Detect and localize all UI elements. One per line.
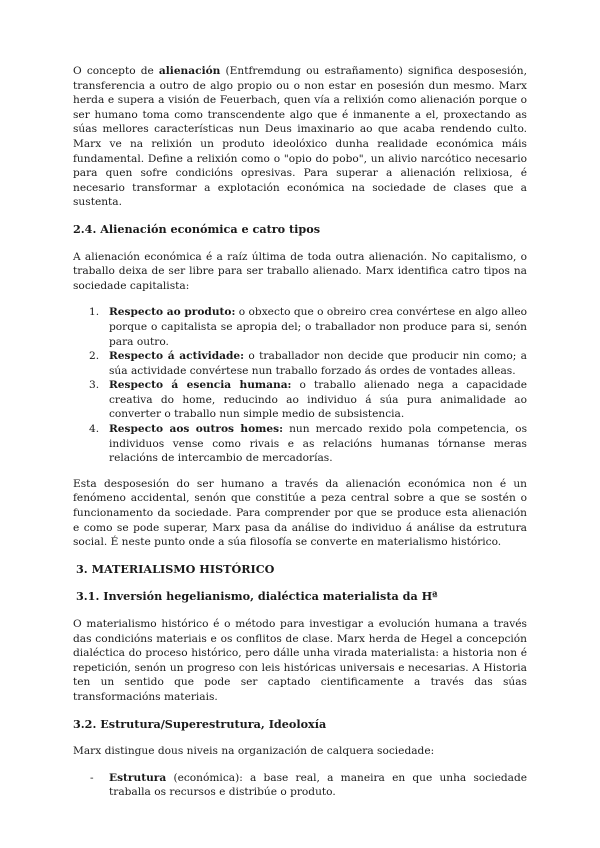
- list-number: 3.: [89, 379, 100, 392]
- list-item-text: nun mercado rexido pola competencia, os individuos vense como rivais e as relacións humanas tórnanse meras relacións de intercambio de mercadorías.: [109, 423, 528, 465]
- list-item-term: Respecto ao produto:: [109, 306, 236, 319]
- list-item-text: o traballador non decide que producir nin como; a súa actividade convértese nun traballo forzado ás ordes de vontades alleas.: [109, 350, 527, 377]
- list-item: [73, 771, 527, 800]
- list-item: [73, 349, 527, 378]
- section-3-1-heading: 3.1. Inversión hegelianismo, dialéctica materialista da Hª: [76, 589, 438, 604]
- list-item-term: Respecto á esencia humana:: [109, 379, 292, 392]
- section-3-1-body: O materialismo histórico é o método para investigar a evolución humana a través das condicións materiais e os conflitos de clase. Marx herda de Hegel a concepción dialéctica do proceso histórico, pero dálle unha virada materialista: a historia non é repetición, senón un progreso con leis históricas universais e necesarias. A Historia ten un sentido que pode ser captado cientificamente a través das súas transformacións materiais.: [73, 618, 527, 703]
- intro-paragraph: [73, 64, 527, 210]
- list-item: [73, 422, 527, 466]
- list-number: 1.: [89, 306, 100, 319]
- alienation-types-list: [73, 305, 527, 466]
- section-3-2-heading: 3.2. Estrutura/Superestrutura, Ideoloxía: [73, 716, 327, 731]
- alienation-term: alienación: [158, 65, 221, 77]
- list-item-term: Estrutura: [109, 771, 167, 784]
- section-3-2-intro: Marx distingue dous niveis na organización de calquera sociedade:: [73, 745, 435, 758]
- section-2-4-intro: A alienación económica é a raíz última de toda outra alienación. No capitalismo, o traballo deixa de ser libre para ser traballo alienado. Marx identifica catro tipos na sociedade capitalista:: [73, 250, 527, 292]
- list-item-text: o traballo alienado nega a capacidade creativa do home, reducindo ao individuo á súa pura animalidade ao converter o traballo nun simple medio de subsistencia.: [109, 379, 528, 421]
- list-number: 2.: [89, 350, 100, 363]
- list-item-term: Respecto á actividade:: [109, 350, 245, 363]
- list-item: [73, 378, 527, 422]
- list-item-text: (económica): a base real, a maneira en que unha sociedade traballa os recursos e distribúe o produto.: [109, 771, 527, 799]
- section-2-4-closing: Esta desposesión do ser humano a través da alienación económica non é un fenómeno accidental, senón que constitúe a peza central sobre a que se sostén o funcionamento da sociedade. Para comprender por que se produce esta alienación e como se pode superar, Marx pasa da análise do individuo á análise da estrutura social. É neste punto onde a súa filosofía se converte en materialismo histórico.: [73, 477, 527, 549]
- section-3-heading: 3. MATERIALISMO HISTÓRICO: [76, 561, 275, 576]
- dash-bullet: -: [90, 771, 94, 784]
- section-2-4-heading: 2.4. Alienación económica e catro tipos: [73, 221, 321, 236]
- intro-text-rest: (Entfremdung ou estrañamento) significa desposesión, transferencia a outro de algo propio ou o non estar en posesión dun mesmo. Marx herda e supera a visión de Feuerbach, quen vía a relixión como alienación porque o ser humano toma como transcendente algo que é inmanente a el, proxectando as súas mellores características nun Deus imaxinario ao que acaba rendendo culto. Marx ve na relixión un produto ideolóxico dunha realidade económica máis fundamental. Define a relixión como o "opio do pobo", un alivio narcótico necesario para quen sofre condicións opresivas. Para superar a alienación relixiosa, é necesario transformar a explotación económica na sociedade de clases que a sustenta.: [73, 65, 527, 209]
- document-page: [73, 64, 527, 800]
- list-number: 4.: [89, 423, 100, 436]
- list-item: [73, 305, 527, 349]
- list-item-text: o obxecto que o obreiro crea convértese en algo alleo porque o capitalista se apropia del; o traballador non produce para si, senón para outro.: [109, 306, 528, 348]
- intro-text-start: O concepto de: [73, 65, 159, 77]
- list-item-term: Respecto aos outros homes:: [109, 423, 284, 436]
- levels-list: [73, 771, 527, 800]
